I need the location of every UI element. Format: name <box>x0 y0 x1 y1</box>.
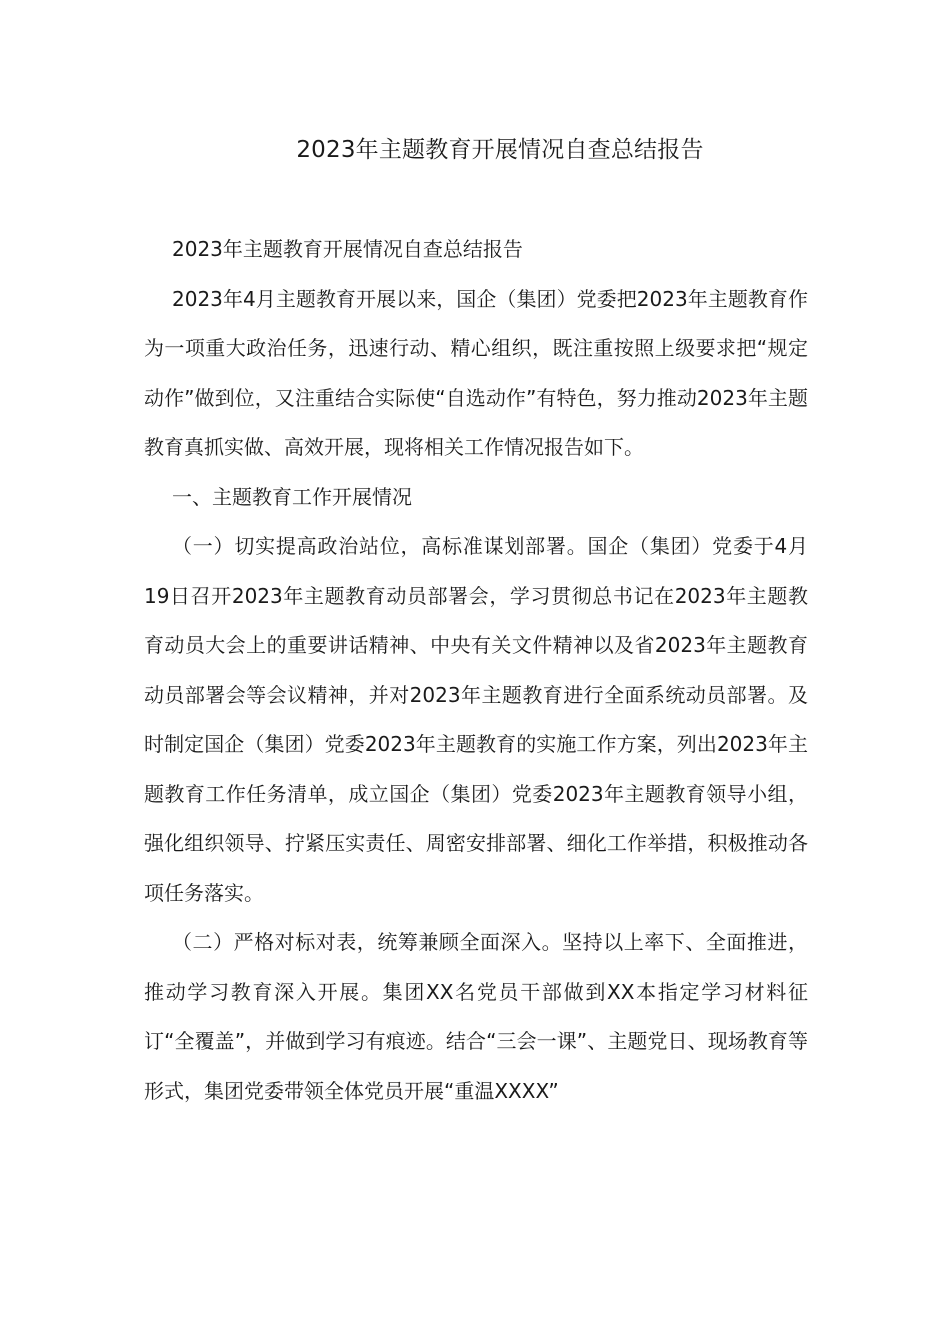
subsection-paragraph-2: （二）严格对标对表，统筹兼顾全面深入。坚持以上率下、全面推进，推动学习教育深入开展。集团XX名党员干部做到XX本指定学习材料征订“全覆盖”，并做到学习有痕迹。结合“三会一课”、主题党日、现场教育等形式，集团党委带领全体党员开展“重温XXXX” <box>144 930 808 1103</box>
subsection-paragraph-1: （一）切实提高政治站位，高标准谋划部署。国企（集团）党委于4月19日召开2023年主题教育动员部署会，学习贯彻总书记在2023年主题教育动员大会上的重要讲话精神、中央有关文件精神以及省2023年主题教育动员部署会等会议精神，并对2023年主题教育进行全面系统动员部署。及时制定国企（集团）党委2023年主题教育的实施工作方案，列出2023年主题教育工作任务清单，成立国企（集团）党委2023年主题教育领导小组，强化组织领导、拧紧压实责任、周密安排部署、细化工作举措，积极推动各项任务落实。 <box>144 534 808 905</box>
body-heading: 2023年主题教育开展情况自查总结报告 <box>172 237 523 261</box>
intro-paragraph: 2023年4月主题教育开展以来，国企（集团）党委把2023年主题教育作为一项重大政治任务，迅速行动、精心组织，既注重按照上级要求把“规定动作”做到位，又注重结合实际使“自选动作”有特色，努力推动2023年主题教育真抓实做、高效开展，现将相关工作情况报告如下。 <box>144 286 808 459</box>
document-body <box>144 225 808 1116</box>
document-title: 2023年主题教育开展情况自查总结报告 <box>296 137 704 163</box>
section-heading-1: 一、主题教育工作开展情况 <box>172 484 412 509</box>
